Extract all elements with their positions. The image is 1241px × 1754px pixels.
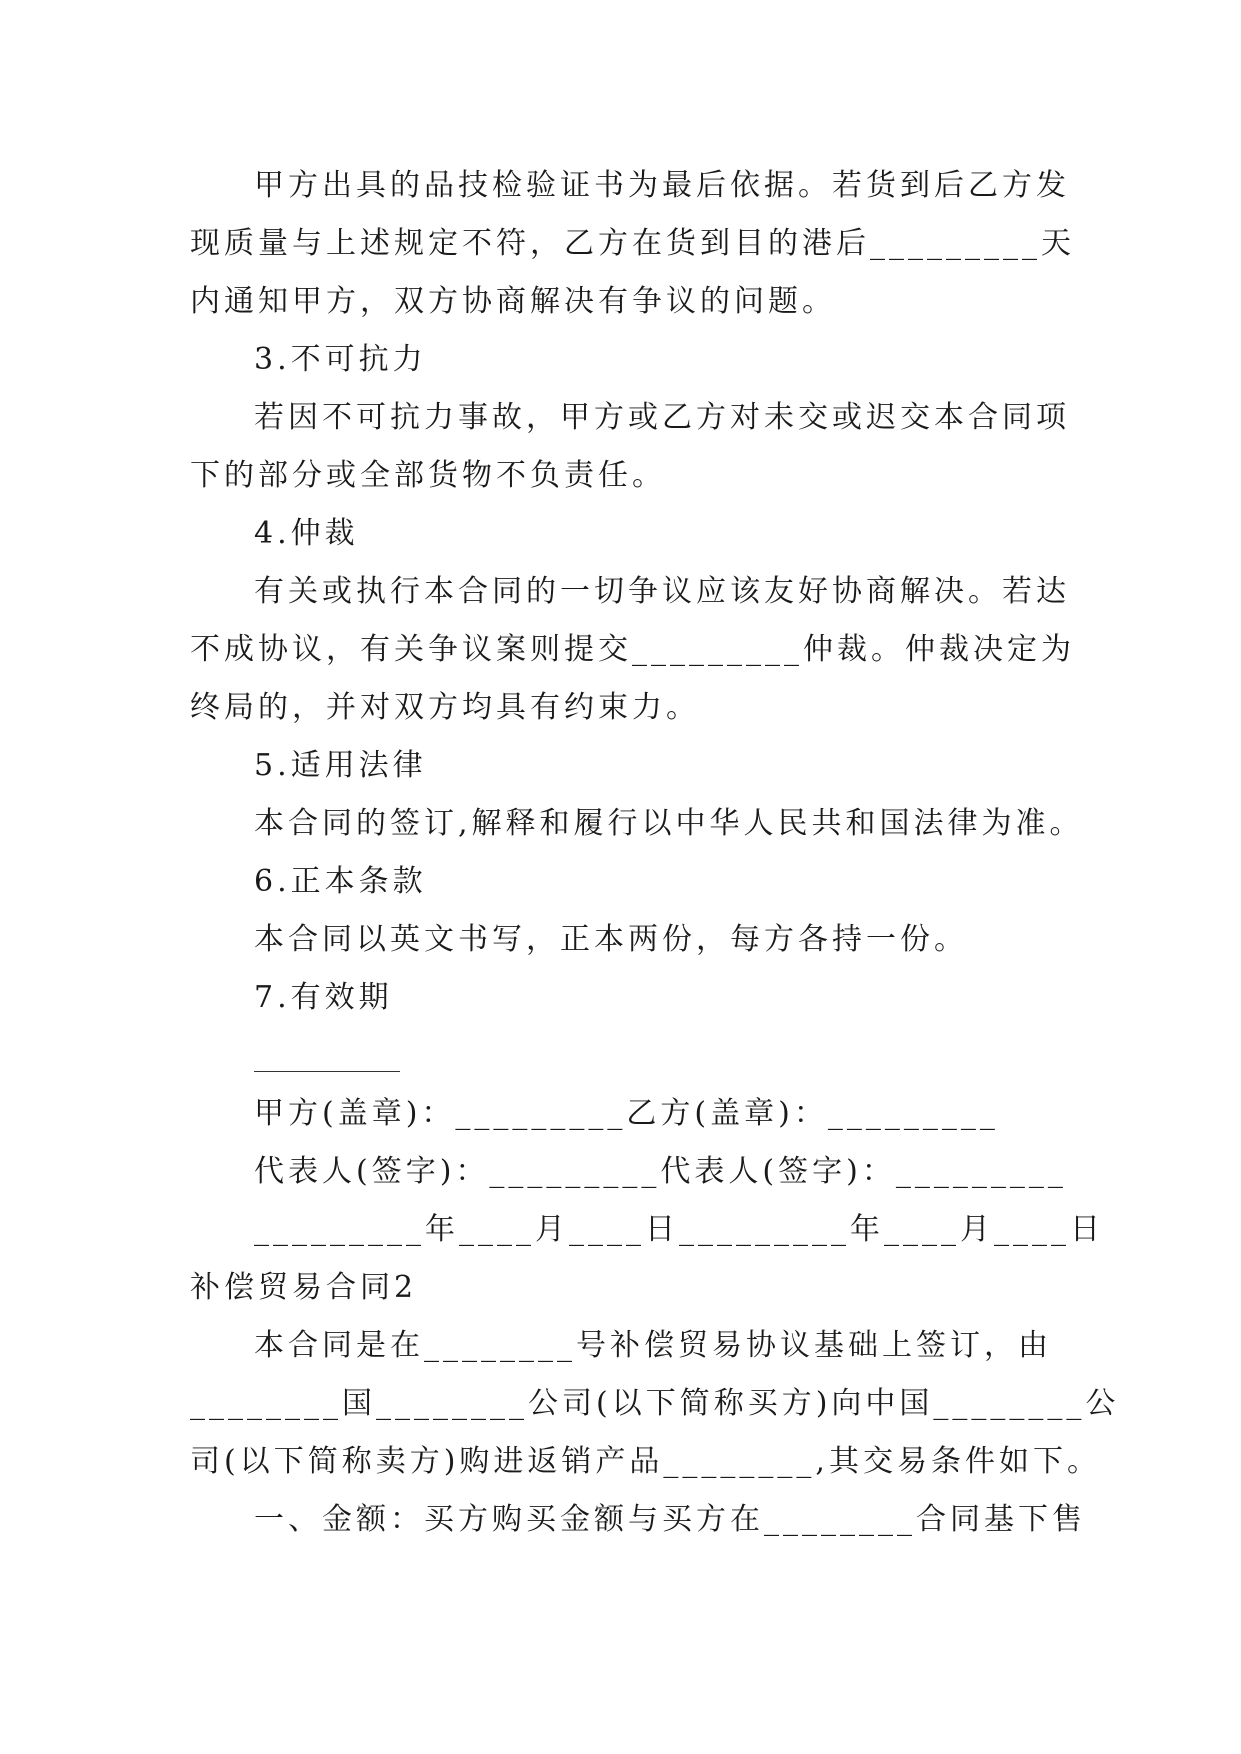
paragraph-line: 有关或执行本合同的一切争议应该友好协商解决。若达 bbox=[254, 574, 1070, 609]
section-heading-validity: 7.有效期 bbox=[254, 980, 393, 1015]
paragraph-line: 一、金额：买方购买金额与买方在________合同基下售 bbox=[254, 1502, 1086, 1537]
document-body bbox=[190, 157, 1120, 1549]
paragraph-line: 甲方出具的品技检验证书为最后依据。若货到后乙方发 bbox=[254, 168, 1070, 203]
paragraph-line: 本合同的签订,解释和履行以中华人民共和国法律为准。 bbox=[254, 806, 1084, 841]
paragraph-line: 本合同以英文书写，正本两份，每方各持一份。 bbox=[254, 922, 968, 957]
paragraph-line: 内通知甲方，双方协商解决有争议的问题。 bbox=[190, 284, 836, 319]
signature-representative-line: 代表人(签字)：_________代表人(签字)：_________ bbox=[254, 1154, 1067, 1189]
underline-rule bbox=[254, 1071, 400, 1072]
paragraph-line: 司(以下简称卖方)购进返销产品________,其交易条件如下。 bbox=[190, 1444, 1101, 1479]
paragraph-line: 下的部分或全部货物不负责任。 bbox=[190, 458, 666, 493]
paragraph-line: ________国________公司(以下简称买方)向中国________公 bbox=[190, 1386, 1120, 1421]
signature-seal-line: 甲方(盖章)：_________乙方(盖章)：_________ bbox=[254, 1096, 999, 1131]
section-heading-arbitration: 4.仲裁 bbox=[254, 516, 359, 551]
section-heading-force-majeure: 3.不可抗力 bbox=[254, 342, 427, 377]
validity-blank-rule bbox=[190, 1027, 1052, 1085]
paragraph-line: 现质量与上述规定不符，乙方在货到目的港后_________天 bbox=[190, 226, 1075, 261]
section-heading-applicable-law: 5.适用法律 bbox=[254, 748, 427, 783]
paragraph-line: 本合同是在________号补偿贸易协议基础上签订，由 bbox=[254, 1328, 1052, 1363]
signature-date-line: _________年____月____日_________年____月____日 bbox=[254, 1212, 1104, 1247]
contract-title-2: 补偿贸易合同2 bbox=[190, 1270, 418, 1305]
paragraph-line: 终局的，并对双方均具有约束力。 bbox=[190, 690, 700, 725]
paragraph-line: 若因不可抗力事故，甲方或乙方对未交或迟交本合同项 bbox=[254, 400, 1070, 435]
paragraph-line: 不成协议，有关争议案则提交_________仲裁。仲裁决定为 bbox=[190, 632, 1075, 667]
section-heading-original-copies: 6.正本条款 bbox=[254, 864, 427, 899]
